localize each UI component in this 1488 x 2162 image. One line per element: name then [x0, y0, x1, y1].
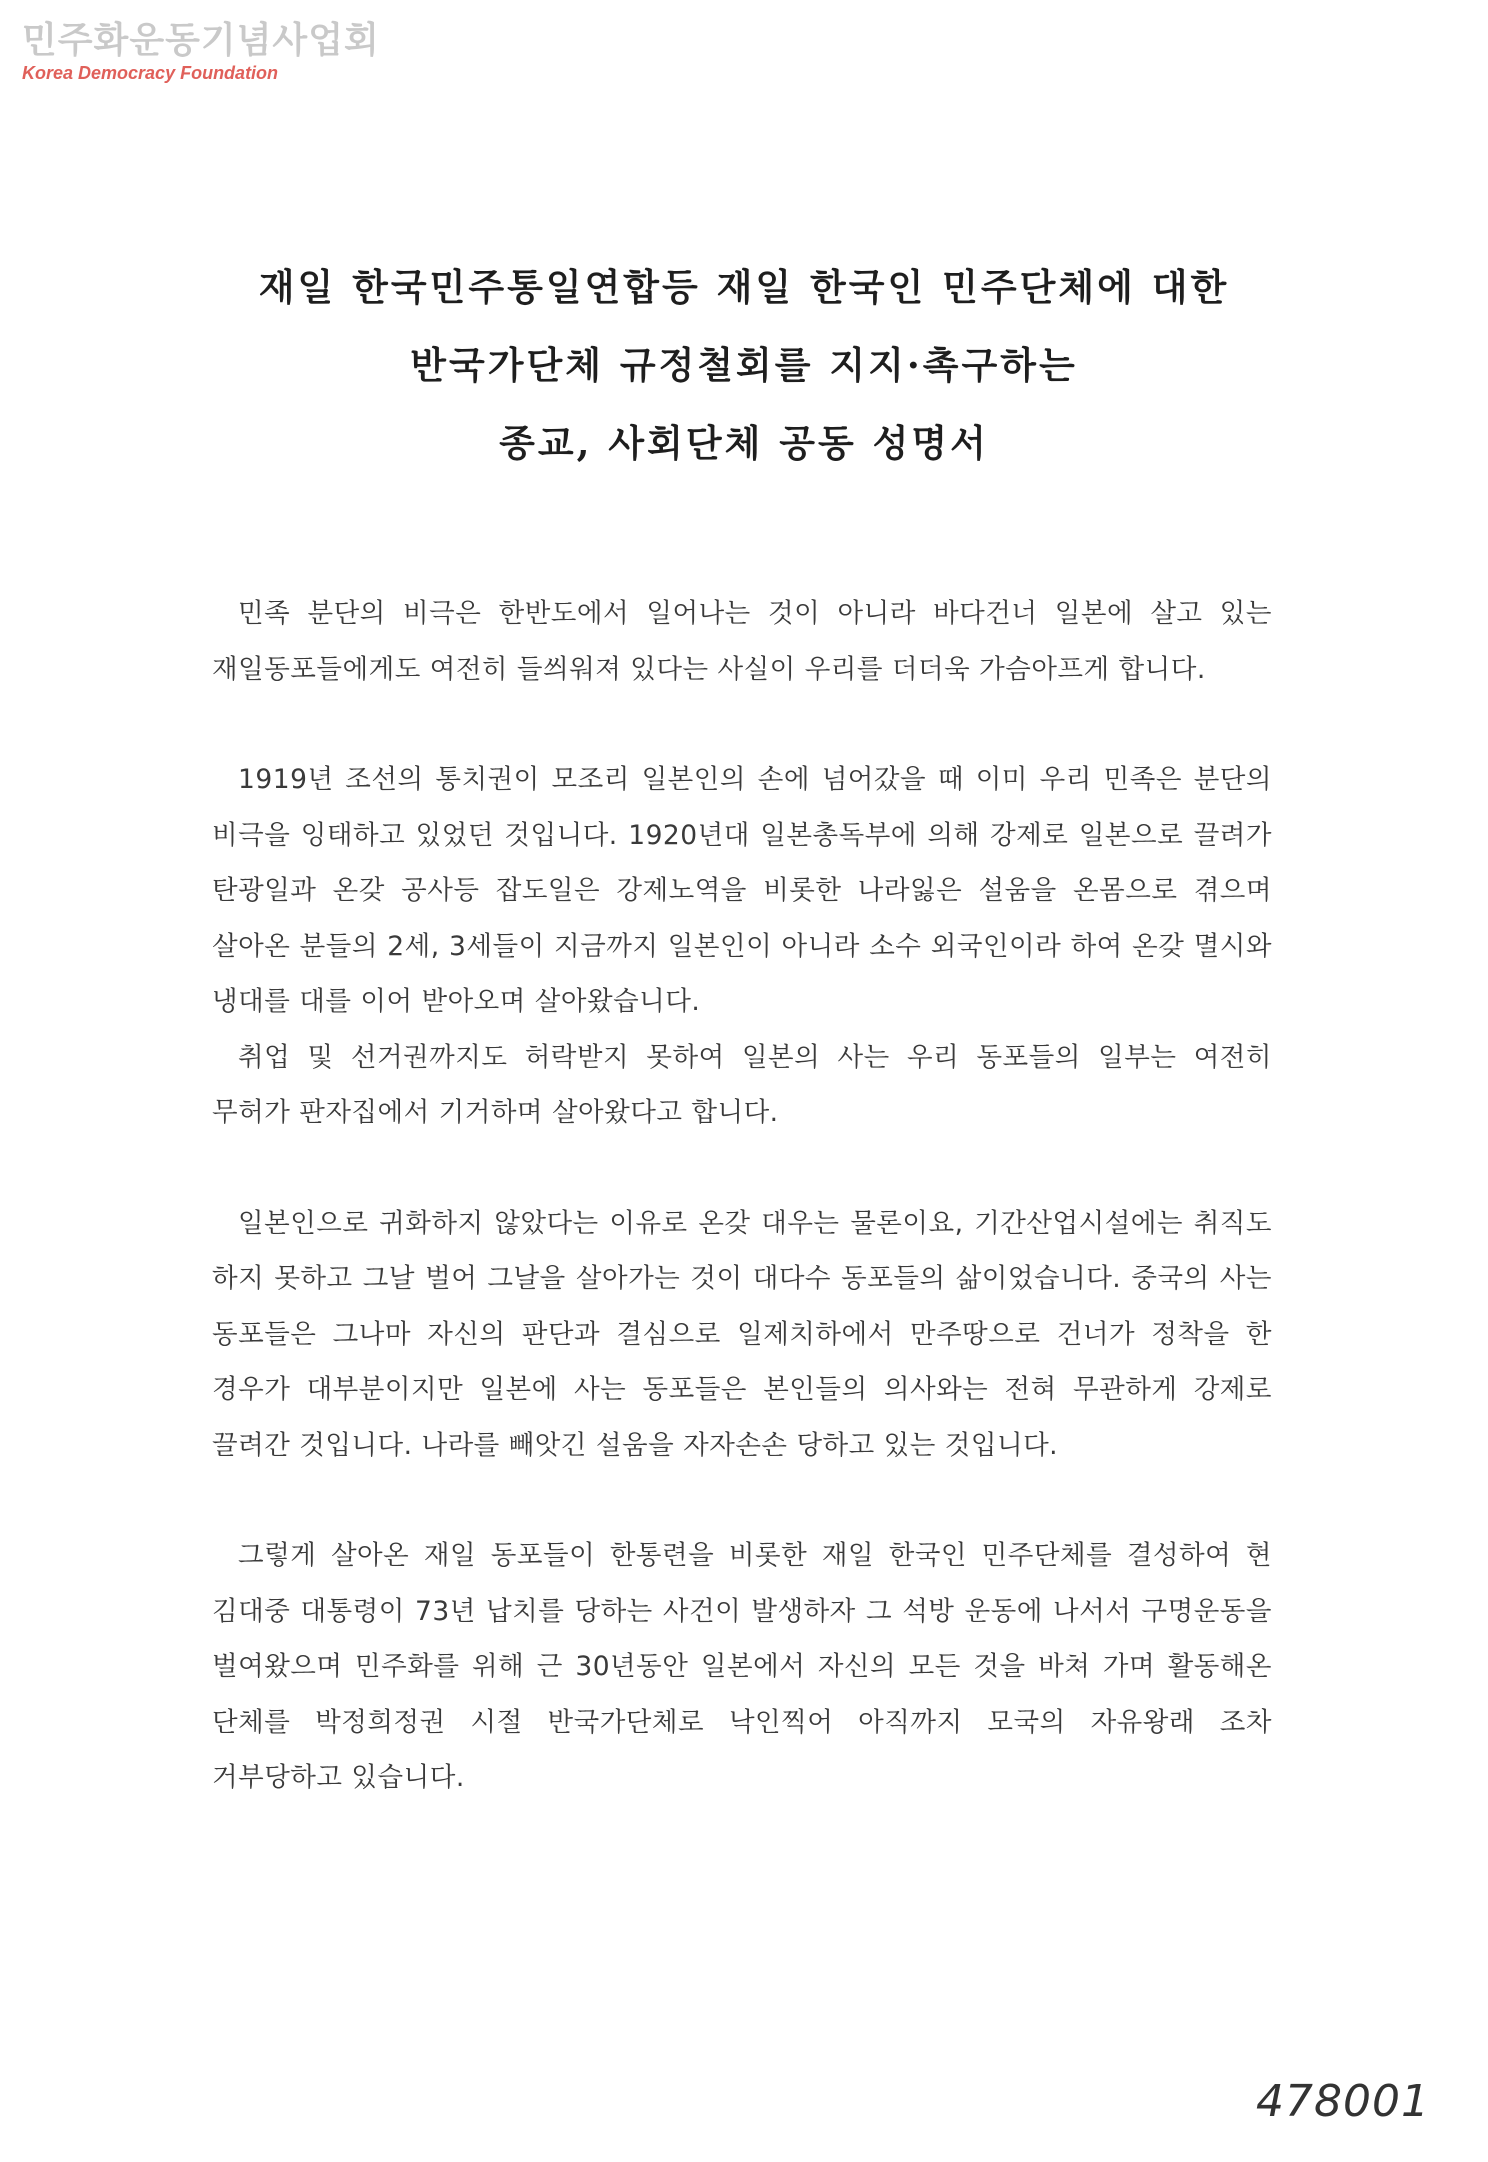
title-line-3: 종교, 사회단체 공동 성명서 — [499, 421, 989, 465]
page-number: 478001 — [1256, 2076, 1430, 2127]
title-line-2: 반국가단체 규정철회를 지지·촉구하는 — [410, 343, 1078, 387]
body-paragraph-2: 1919년 조선의 통치권이 모조리 일본인의 손에 넘어갔을 때 이미 우리 민족은 분단의 비극을 잉태하고 있었던 것입니다. 1920년대 일본총독부에 의해 강제로 일본으로 끌려가 탄광일과 온갖 공사등 잡도일은 강제노역을 비롯한 나라잃은 설움을 온몸으로 겪으며 살아온 분들의 2세, 3세들이 지금까지 일본인이 아니라 소수 외국인이라 하여 온갖 멸시와 냉대를 대를 이어 받아오며 살아왔습니다. — [212, 764, 1272, 1017]
body-paragraph-4: 일본인으로 귀화하지 않았다는 이유로 온갖 대우는 물론이요, 기간산업시설에는 취직도 하지 못하고 그날 벌어 그날을 살아가는 것이 대다수 동포들의 삶이었습니다. 중국의 사는 동포들은 그나마 자신의 판단과 결심으로 일제치하에서 만주땅으로 건너가 정착을 한 경우가 대부분이지만 일본에 사는 동포들은 본인들의 의사와는 전혀 무관하게 강제로 끌려간 것입니다. 나라를 빼앗긴 설움을 자자손손 당하고 있는 것입니다. — [212, 1207, 1272, 1461]
document-title — [120, 248, 1368, 482]
body-paragraph-5: 그렇게 살아온 재일 동포들이 한통련을 비롯한 재일 한국인 민주단체를 결성하여 현 김대중 대통령이 73년 납치를 당하는 사건이 발생하자 그 석방 운동에 나서서 구명운동을 벌여왔으며 민주화를 위해 근 30년동안 일본에서 자신의 모든 것을 바쳐 가며 활동해온 단체를 박정희정권 시절 반국가단체로 낙인찍어 아직까지 모국의 자유왕래 조차 거부당하고 있습니다. — [212, 1540, 1272, 1793]
watermark-korean: 민주화운동기념사업회 — [22, 20, 380, 61]
document-body — [212, 586, 1272, 1861]
watermark-english: Korea Democracy Foundation — [22, 63, 279, 83]
body-paragraph-3: 취업 및 선거권까지도 허락받지 못하여 일본의 사는 우리 동포들의 일부는 여전히 무허가 판자집에서 기거하며 살아왔다고 합니다. — [212, 1041, 1272, 1128]
body-paragraph-1: 민족 분단의 비극은 한반도에서 일어나는 것이 아니라 바다건너 일본에 살고 있는 재일동포들에게도 여전히 들씌워져 있다는 사실이 우리를 더더욱 가슴아프게 합니다. — [212, 598, 1272, 685]
title-line-1: 재일 한국민주통일연합등 재일 한국인 민주단체에 대한 — [258, 265, 1230, 309]
foundation-watermark — [22, 20, 380, 84]
